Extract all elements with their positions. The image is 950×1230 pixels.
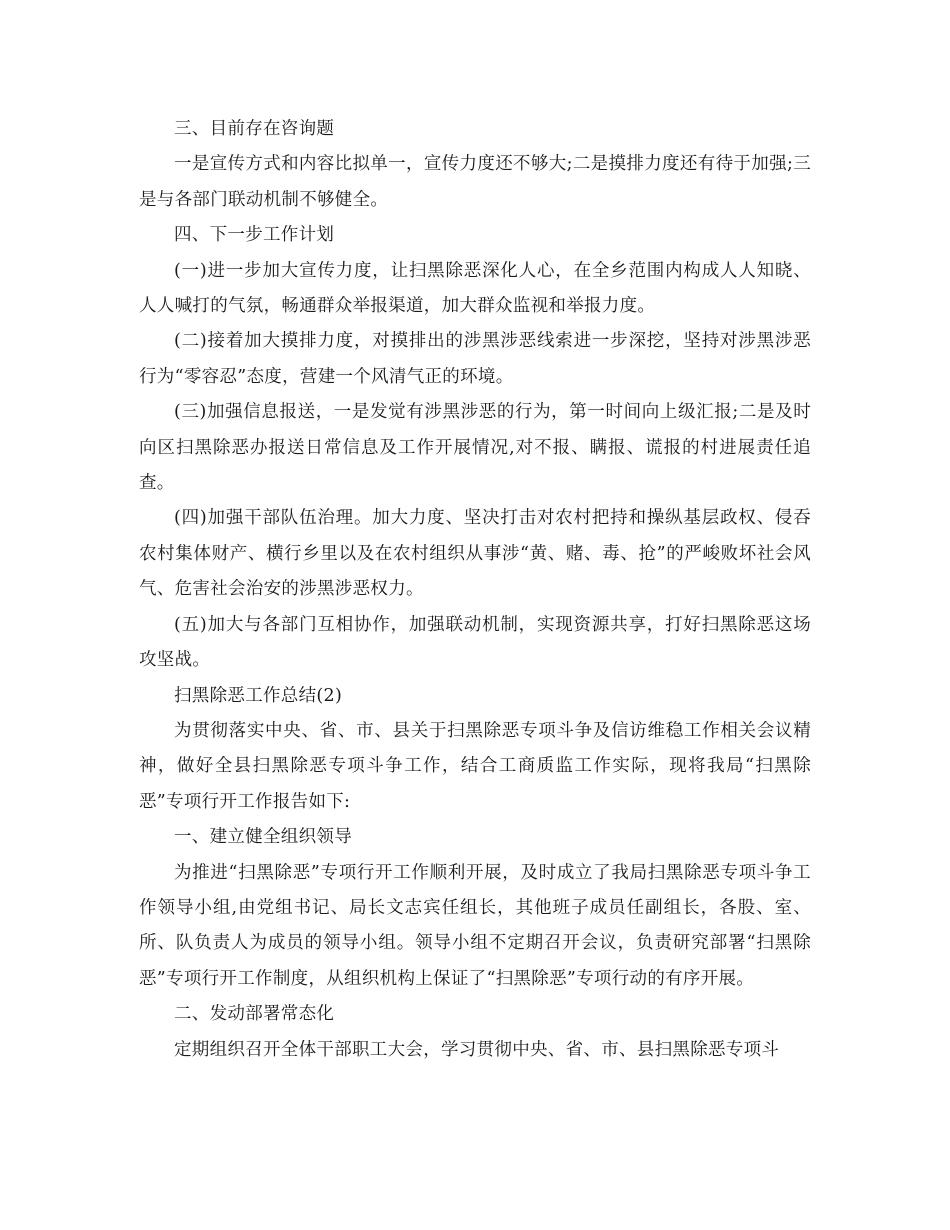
section-heading-next-steps: 四、下一步工作计划 xyxy=(174,225,335,246)
document-subtitle: 扫黑除恶工作总结(2) xyxy=(174,685,343,706)
body-paragraph: (二)接着加大摸排力度，对摸排出的涉黑涉恶线索进一步深挖，坚持对涉黑涉恶行为“零容忍”态度，营建一个风清气正的环境。 xyxy=(139,331,811,387)
body-paragraph: 定期组织召开全体干部职工大会，学习贯彻中央、省、市、县扫黑除恶专项斗 xyxy=(174,1039,780,1060)
section-heading-deployment: 二、发动部署常态化 xyxy=(174,1004,335,1025)
body-paragraph: 为贯彻落实中央、省、市、县关于扫黑除恶专项斗争及信访维稳工作相关会议精神，做好全县扫黑除恶专项斗争工作，结合工商质监工作实际，现将我局“扫黑除恶”专项行开工作报告如下: xyxy=(139,720,811,812)
body-paragraph: (五)加大与各部门互相协作，加强联动机制，实现资源共享，打好扫黑除恶这场攻坚战。 xyxy=(139,614,811,671)
body-paragraph: (三)加强信息报送，一是发觉有涉黑涉恶的行为，第一时间向上级汇报;二是及时向区扫黑除恶办报送日常信息及工作开展情况,对不报、瞒报、谎报的村进展责任追查。 xyxy=(139,402,811,494)
section-heading-current-problems: 三、目前存在咨询题 xyxy=(174,119,335,139)
body-paragraph: 为推进“扫黑除恶”专项行开工作顺利开展，及时成立了我局扫黑除恶专项斗争工作领导小组,由党组书记、局长文志宾任组长，其他班子成员任副组长，各股、室、所、队负责人为成员的领导小组。领导小组不定期召开会议，负责研究部署“扫黑除恶”专项行开工作制度，从组织机构上保证了“扫黑除恶”专项行动的有序开展。 xyxy=(139,862,811,989)
body-paragraph: (一)进一步加大宣传力度，让扫黑除恶深化人心，在全乡范围内构成人人知晓、人人喊打的气氛，畅通群众举报渠道，加大群众监视和举报力度。 xyxy=(139,260,811,317)
document-body xyxy=(139,112,811,1068)
body-paragraph: (四)加强干部队伍治理。加大力度、坚决打击对农村把持和操纵基层政权、侵吞农村集体财产、横行乡里以及在农村组织从事涉“黄、赌、毒、抢”的严峻败坏社会风气、危害社会治安的涉黑涉恶权力。 xyxy=(139,508,811,600)
section-heading-organization: 一、建立健全组织领导 xyxy=(174,827,352,848)
body-paragraph: 一是宣传方式和内容比拟单一，宣传力度还不够大;二是摸排力度还有待于加强;三是与各部门联动机制不够健全。 xyxy=(139,154,811,210)
